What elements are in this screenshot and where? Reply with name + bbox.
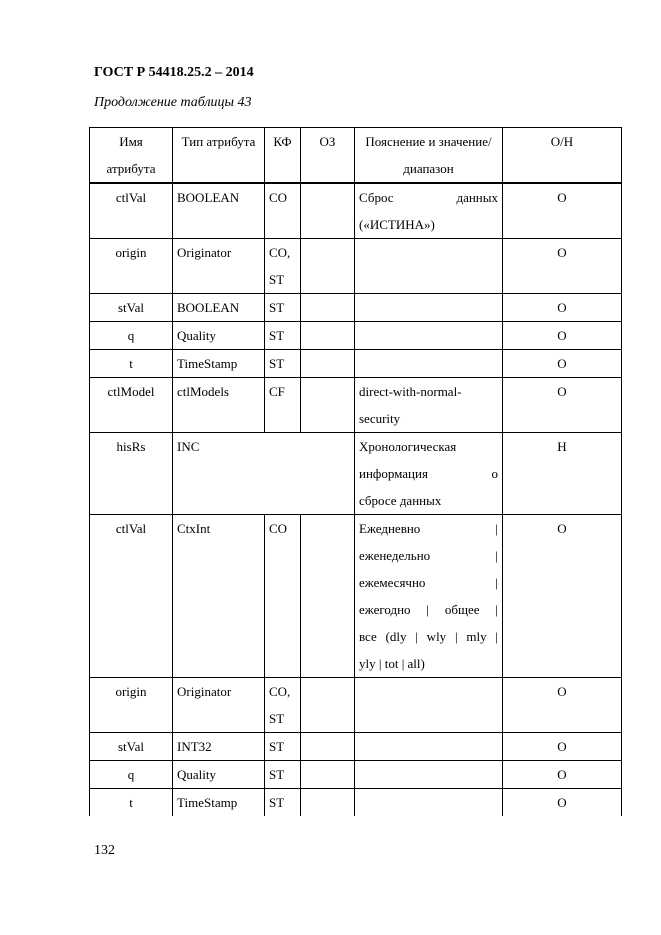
description-line: Ежедневно | <box>359 521 498 536</box>
cell-attribute-type: Quality <box>173 761 265 789</box>
cell-attribute-name: t <box>90 350 173 378</box>
table-row <box>90 322 622 350</box>
cell-kf: CF <box>265 378 301 433</box>
cell-oz <box>301 515 355 678</box>
cell-on: O <box>503 515 622 678</box>
table-header-row <box>90 128 622 184</box>
column-header-kf: КФ <box>265 128 301 184</box>
cell-kf: ST <box>265 733 301 761</box>
cell-oz <box>301 378 355 433</box>
column-header-type: Тип атрибута <box>173 128 265 184</box>
cell-description <box>355 761 503 789</box>
cell-attribute-name: ctlVal <box>90 183 173 239</box>
cell-description <box>355 378 503 433</box>
description-line: ежемесячно | <box>359 575 498 590</box>
cell-on: O <box>503 678 622 733</box>
cell-on: O <box>503 789 622 817</box>
cell-description <box>355 239 503 294</box>
cell-kf: ST <box>265 294 301 322</box>
cell-attribute-name: origin <box>90 678 173 733</box>
cell-attribute-type: INC <box>173 433 355 515</box>
cell-attribute-name: q <box>90 761 173 789</box>
cell-attribute-type: Originator <box>173 239 265 294</box>
cell-on: O <box>503 183 622 239</box>
table-row <box>90 350 622 378</box>
cell-oz <box>301 350 355 378</box>
cell-oz <box>301 183 355 239</box>
table-body <box>90 183 622 816</box>
cell-on: O <box>503 294 622 322</box>
column-header-oz: ОЗ <box>301 128 355 184</box>
cell-description <box>355 789 503 817</box>
cell-attribute-name: t <box>90 789 173 817</box>
cell-attribute-name: ctlVal <box>90 515 173 678</box>
cell-attribute-name: hisRs <box>90 433 173 515</box>
cell-oz <box>301 239 355 294</box>
description-line: direct-with-normal- <box>359 384 462 399</box>
page-number: 132 <box>94 843 115 858</box>
description-line: yly | tot | all) <box>359 656 425 671</box>
column-header-name: Имя атрибута <box>90 128 173 184</box>
cell-kf: CO <box>265 515 301 678</box>
cell-description <box>355 678 503 733</box>
cell-attribute-type: BOOLEAN <box>173 294 265 322</box>
table-caption: Продолжение таблицы 43 <box>94 95 252 110</box>
cell-kf: ST <box>265 350 301 378</box>
cell-on: H <box>503 433 622 515</box>
cell-oz <box>301 733 355 761</box>
cell-attribute-name: stVal <box>90 733 173 761</box>
cell-description <box>355 322 503 350</box>
cell-description <box>355 733 503 761</box>
cell-kf: ST <box>265 761 301 789</box>
cell-kf: ST <box>265 789 301 817</box>
cell-attribute-type: Quality <box>173 322 265 350</box>
column-header-on: О/Н <box>503 128 622 184</box>
column-header-description: Пояснение и значение/диапазон <box>355 128 503 184</box>
description-line: («ИСТИНА») <box>359 217 435 232</box>
cell-attribute-type: CtxInt <box>173 515 265 678</box>
description-line: Хронологическая <box>359 439 457 454</box>
table-row <box>90 378 622 433</box>
description-line: ежегодно | общее | <box>359 602 498 617</box>
cell-attribute-name: stVal <box>90 294 173 322</box>
cell-attribute-type: TimeStamp <box>173 350 265 378</box>
cell-on: O <box>503 761 622 789</box>
cell-kf: CO, ST <box>265 678 301 733</box>
cell-oz <box>301 294 355 322</box>
table-row <box>90 433 622 515</box>
cell-attribute-name: origin <box>90 239 173 294</box>
description-line: сбросе данных <box>359 493 442 508</box>
cell-attribute-type: Originator <box>173 678 265 733</box>
cell-kf: CO, ST <box>265 239 301 294</box>
cell-description <box>355 515 503 678</box>
cell-oz <box>301 678 355 733</box>
cell-on: O <box>503 239 622 294</box>
cell-kf: ST <box>265 322 301 350</box>
cell-attribute-name: q <box>90 322 173 350</box>
cell-attribute-type: ctlModels <box>173 378 265 433</box>
cell-on: O <box>503 322 622 350</box>
cell-on: O <box>503 350 622 378</box>
table-row <box>90 733 622 761</box>
cell-kf: CO <box>265 183 301 239</box>
cell-description <box>355 183 503 239</box>
cell-description <box>355 350 503 378</box>
cell-description <box>355 433 503 515</box>
table-row <box>90 789 622 817</box>
cell-description <box>355 294 503 322</box>
description-line: Сброс данных <box>359 190 498 205</box>
cell-on: O <box>503 733 622 761</box>
cell-oz <box>301 761 355 789</box>
cell-attribute-name: ctlModel <box>90 378 173 433</box>
cell-on: O <box>503 378 622 433</box>
table-row <box>90 678 622 733</box>
document-standard-title: ГОСТ Р 54418.25.2 – 2014 <box>94 65 254 80</box>
description-line: информация о <box>359 466 498 481</box>
table-row <box>90 294 622 322</box>
table-row <box>90 183 622 239</box>
description-line: security <box>359 411 401 426</box>
cell-oz <box>301 322 355 350</box>
table-row <box>90 239 622 294</box>
cell-oz <box>301 789 355 817</box>
cell-attribute-type: INT32 <box>173 733 265 761</box>
cell-attribute-type: TimeStamp <box>173 789 265 817</box>
description-line: все (dly | wly | mly | <box>359 629 498 644</box>
description-line: еженедельно | <box>359 548 498 563</box>
table-row <box>90 761 622 789</box>
attribute-table <box>89 127 622 816</box>
table-row <box>90 515 622 678</box>
cell-attribute-type: BOOLEAN <box>173 183 265 239</box>
